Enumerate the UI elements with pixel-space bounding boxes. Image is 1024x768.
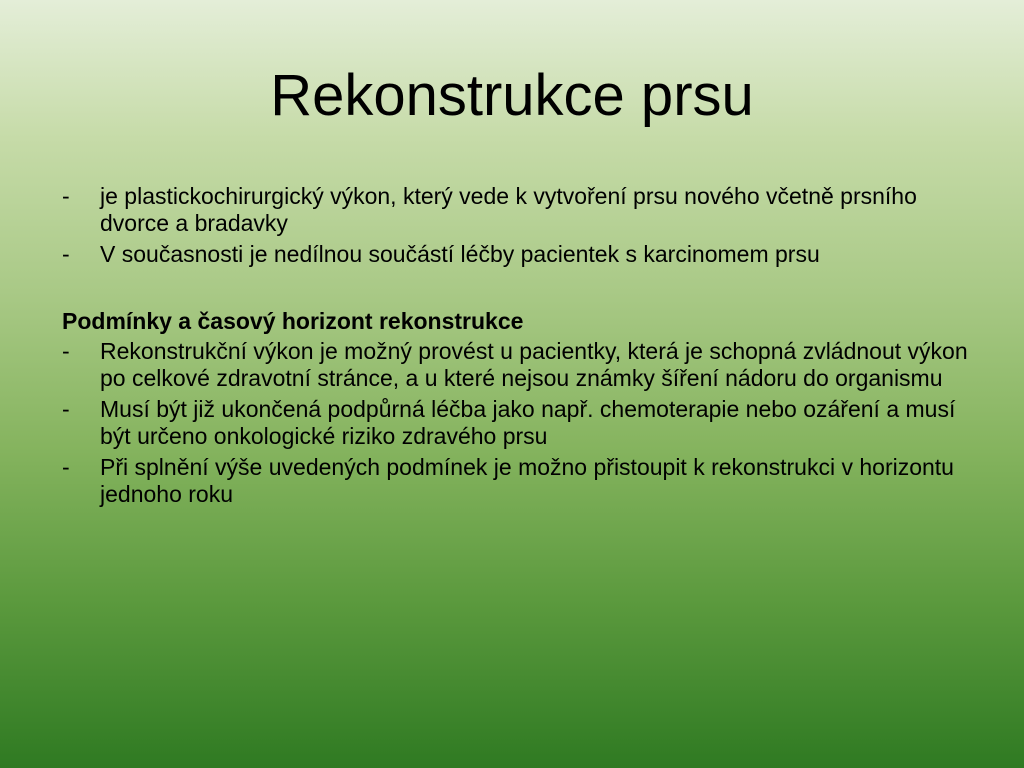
- bullet-marker: -: [62, 396, 70, 422]
- bullet-marker: -: [62, 183, 70, 209]
- bullet-text: Při splnění výše uvedených podmínek je možno přistoupit k rekonstrukci v horizontu jednoho roku: [100, 454, 954, 507]
- section-subheading: Podmínky a časový horizont rekonstrukce: [62, 308, 524, 334]
- bullet-item: [62, 454, 982, 508]
- bullet-item: [62, 183, 982, 237]
- section-gap: [62, 272, 982, 308]
- bullet-text: je plastickochirurgický výkon, který vede k vytvoření prsu nového včetně prsního dvorce a bradavky: [100, 183, 917, 236]
- bullet-item: [62, 241, 982, 268]
- bullet-text: V současnosti je nedílnou součástí léčby pacientek s karcinomem prsu: [100, 241, 820, 267]
- bullet-marker: -: [62, 338, 70, 364]
- slide-body: [62, 183, 982, 512]
- bullet-item: [62, 338, 982, 392]
- intro-bullet-list: [62, 183, 982, 268]
- bullet-marker: -: [62, 241, 70, 267]
- slide-title: Rekonstrukce prsu: [270, 63, 754, 128]
- bullet-item: [62, 396, 982, 450]
- bullet-marker: -: [62, 454, 70, 480]
- bullet-text: Rekonstrukční výkon je možný provést u pacientky, která je schopná zvládnout výkon po celkové zdravotní stránce, a u které nejsou známky šíření nádoru do organismu: [100, 338, 968, 391]
- bullet-text: Musí být již ukončená podpůrná léčba jako např. chemoterapie nebo ozáření a musí být určeno onkologické riziko zdravého prsu: [100, 396, 956, 449]
- condition-bullet-list: [62, 338, 982, 508]
